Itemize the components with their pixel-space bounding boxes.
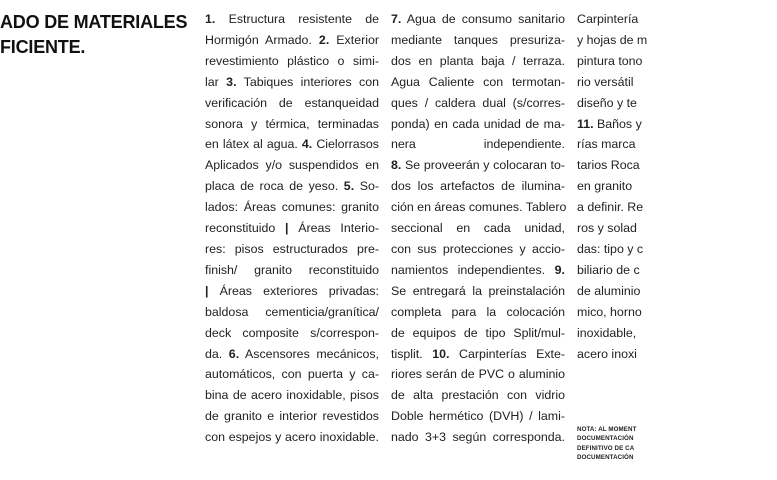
spec-text: Aplicados y/o suspendidos en [205, 158, 379, 173]
spec-text: pintura tono [577, 53, 643, 68]
spec-text: So- [354, 179, 379, 194]
spec-text: Cielorrasos [312, 137, 379, 152]
spec-text: con espejos y acero inoxidable. [205, 430, 379, 445]
spec-text: en látex al agua. [205, 137, 302, 152]
heading-line-1: ADO DE MATERIALES [0, 12, 188, 32]
spec-text: seccional en cada unidad, [391, 221, 565, 236]
spec-text: acero inoxi [577, 346, 637, 361]
col1-text-line [205, 134, 379, 155]
col2-text-line [391, 197, 565, 218]
spec-text: nera independiente. [391, 137, 565, 152]
spec-text: riores serán de PVC o aluminio [391, 367, 565, 382]
col3-text-line [577, 9, 777, 30]
spec-text: das: tipo y c [577, 241, 644, 256]
spec-text: baldosa cementicia/granítica/ [205, 304, 379, 319]
col2-text-line [391, 239, 565, 260]
spec-text: namientos independientes. [391, 262, 555, 277]
col3-text-line [577, 93, 777, 114]
spec-text: biliario de c [577, 262, 640, 277]
col1-text-line [205, 385, 379, 406]
spec-text: Carpintería [577, 12, 639, 26]
col3-text-line [577, 218, 777, 239]
spec-text: tarios Roca [577, 158, 640, 173]
col3-text-line [577, 239, 777, 260]
spec-text: Se entregará la preinstalación [391, 283, 565, 298]
col2-text-line [391, 281, 565, 302]
spec-text: da. [205, 346, 229, 361]
spec-text: ción en áreas comunes. Tablero [391, 200, 567, 215]
spec-text: revestimiento plástico o simi- [205, 53, 379, 68]
col2-text-line [391, 72, 565, 93]
spec-text: de alta prestación con vidrio [391, 388, 565, 403]
col1-text-line [205, 239, 379, 260]
item-number: | [285, 221, 289, 236]
spec-text: tisplit. [391, 346, 433, 361]
spec-column-1 [205, 9, 379, 448]
col1-text-line [205, 114, 379, 135]
spec-text: ros y solad [577, 221, 637, 236]
col2-text-line [391, 134, 565, 155]
spec-text: ponda) en cada unidad de ma- [391, 116, 565, 131]
spec-text: reconstituido [205, 221, 286, 236]
col2-text-line [391, 93, 565, 114]
col3-text-line [577, 197, 777, 218]
col3-text-line [577, 344, 777, 365]
spec-text: rías marca [577, 137, 636, 152]
spec-text: y hojas de m [577, 32, 648, 47]
spec-text: de equipos de tipo Split/mul- [391, 325, 565, 340]
col1-text-line [205, 281, 379, 302]
spec-text: verificación de estanqueidad [205, 95, 379, 110]
col1-text-line [205, 406, 379, 427]
col1-text-line [205, 72, 379, 93]
col2-text-line [391, 114, 565, 135]
spec-text: lados: Áreas comunes: granito [205, 200, 379, 215]
item-number: 9. [554, 262, 565, 277]
col3-text-line [577, 302, 777, 323]
item-number: 2. [318, 32, 330, 47]
spec-text: sonora y térmica, terminadas [205, 116, 379, 131]
heading-line-2: FICIENTE. [0, 37, 86, 57]
col2-text-line [391, 51, 565, 72]
footnote-line: DOCUMENTACIÓN [577, 453, 634, 461]
col2-text-line [391, 302, 565, 323]
col2-text-line [391, 155, 565, 176]
col2-text-line [391, 176, 565, 197]
item-number: 7. [391, 12, 402, 26]
spec-text: dos los artefactos de ilumina- [391, 179, 565, 194]
spec-column-2 [391, 9, 565, 448]
col3-text-line [577, 323, 777, 344]
item-number: 10. [432, 346, 450, 361]
col1-text-line [205, 218, 379, 239]
item-number: 1. [205, 12, 216, 26]
col1-text-line [205, 302, 379, 323]
col2-text-line [391, 30, 565, 51]
item-number: 5. [343, 179, 355, 194]
col1-text-line [205, 364, 379, 385]
col2-text-line [391, 427, 565, 448]
col1-text-line [205, 30, 379, 51]
col1-text-line [205, 93, 379, 114]
spec-text: Ascensores mecánicos, [239, 346, 379, 361]
spec-text: mediante tanques presuriza- [391, 32, 565, 47]
col3-text-line [577, 51, 777, 72]
spec-text: Áreas exteriores privadas: [208, 283, 379, 298]
spec-text: ques / caldera dual (s/corres- [391, 95, 565, 110]
footnote-line: DOCUMENTACIÓN [577, 435, 634, 443]
spec-text: Exterior [329, 32, 379, 47]
col1-text-line [205, 260, 379, 281]
col2-text-line [391, 406, 565, 427]
spec-text: con sus protecciones y accio- [391, 241, 565, 256]
spec-text: deck composite s/correspon- [205, 325, 379, 340]
col3-text-line [577, 72, 777, 93]
spec-text: Agua Caliente con termotan- [391, 74, 565, 89]
col2-text-line [391, 364, 565, 385]
spec-text: placa de roca de yeso. [205, 179, 344, 194]
col1-text-line [205, 344, 379, 365]
col1-text-line [205, 9, 379, 30]
col3-text-line [577, 260, 777, 281]
spec-text: dos en planta baja / terraza. [391, 53, 565, 68]
footnote-line: NOTA: AL MOMENT [577, 426, 637, 433]
col1-text-line [205, 176, 379, 197]
spec-text: Baños y [593, 116, 642, 131]
spec-text: rio versátil [577, 74, 634, 89]
spec-text: Carpinterías Exte- [449, 346, 565, 361]
spec-text: bina de acero inoxidable, pisos [205, 388, 379, 403]
spec-text: diseño y te [577, 95, 637, 110]
col2-text-line [391, 9, 565, 30]
item-number: | [205, 283, 209, 298]
col2-text-line [391, 323, 565, 344]
spec-text: nado 3+3 según corresponda. [391, 430, 565, 445]
spec-text: de aluminio [577, 283, 641, 298]
col2-text-line [391, 218, 565, 239]
spec-text: lar [205, 74, 227, 89]
spec-text: finish/ granito reconstituido [205, 262, 379, 277]
spec-text: Doble hermético (DVH) / lami- [391, 409, 565, 424]
spec-text: Se proveerán y colocaran to- [401, 158, 565, 173]
spec-column-3 [577, 9, 777, 364]
spec-text: Áreas Interio- [288, 221, 379, 236]
col1-text-line [205, 51, 379, 72]
col3-text-line [577, 176, 777, 197]
item-number: 8. [391, 158, 402, 173]
section-heading [0, 10, 200, 60]
col2-text-line [391, 260, 565, 281]
col3-text-line [577, 114, 777, 135]
spec-text: completa para la colocación [391, 304, 565, 319]
item-number: 6. [228, 346, 240, 361]
spec-text: automáticos, con puerta y ca- [205, 367, 379, 382]
col1-text-line [205, 155, 379, 176]
col1-text-line [205, 197, 379, 218]
col1-text-line [205, 323, 379, 344]
col1-text-line [205, 427, 379, 448]
spec-text: mico, horno [577, 304, 642, 319]
col3-text-line [577, 134, 777, 155]
item-number: 3. [226, 74, 237, 89]
spec-text: Agua de consumo sanitario [401, 12, 565, 26]
spec-text: de granito e interior revestidos [205, 409, 379, 424]
col2-text-line [391, 385, 565, 406]
spec-text: res: pisos estructurados pre- [205, 241, 379, 256]
item-number: 4. [301, 137, 313, 152]
spec-text: Tabiques interiores con [236, 74, 380, 89]
spec-text: Hormigón Armado. [205, 32, 319, 47]
spec-text: inoxidable, [577, 325, 637, 340]
footnote [577, 425, 697, 462]
footnote-line: DEFINITIVO DE CA [577, 444, 635, 452]
col3-text-line [577, 281, 777, 302]
col2-text-line [391, 344, 565, 365]
item-number: 11. [577, 116, 594, 131]
spec-text: Estructura resistente de [215, 12, 379, 26]
spec-text: a definir. Re [577, 200, 644, 215]
spec-text: en granito [577, 179, 633, 194]
col3-text-line [577, 30, 777, 51]
col3-text-line [577, 155, 777, 176]
